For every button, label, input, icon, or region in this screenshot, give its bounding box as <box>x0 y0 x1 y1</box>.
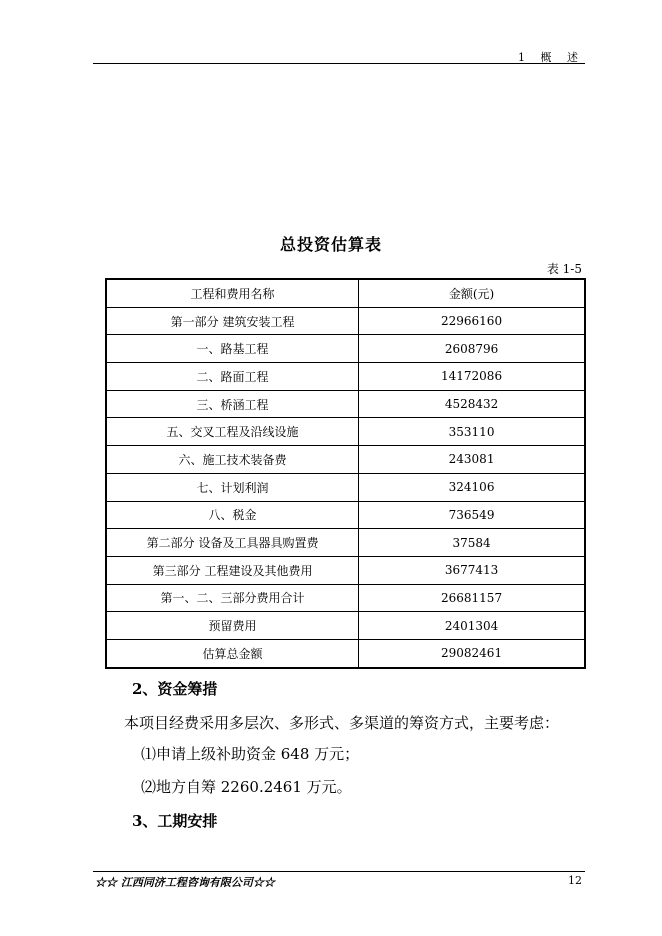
row-amount: 243081 <box>359 446 585 474</box>
row-amount: 2401304 <box>359 612 585 640</box>
table-row <box>106 446 585 474</box>
table-row <box>106 473 585 501</box>
section-heading-schedule: 3、工期安排 <box>132 812 218 830</box>
table-row <box>106 307 585 335</box>
header-cell-amount: 金额(元) <box>359 279 585 307</box>
table-row <box>106 556 585 584</box>
row-name: 八、税金 <box>106 501 359 529</box>
page-number: 12 <box>568 874 582 887</box>
row-name: 第二部分 设备及工具器具购置费 <box>106 529 359 557</box>
funding-intro: 本项目经费采用多层次、多形式、多渠道的筹资方式，主要考虑： <box>124 714 560 732</box>
row-amount: 22966160 <box>359 307 585 335</box>
table-header-row <box>106 279 585 307</box>
row-amount: 29082461 <box>359 639 585 667</box>
row-name: 第一、二、三部分费用合计 <box>106 584 359 612</box>
investment-estimate-table <box>105 278 586 669</box>
row-amount: 324106 <box>359 473 585 501</box>
row-amount: 353110 <box>359 418 585 446</box>
row-name: 第三部分 工程建设及其他费用 <box>106 556 359 584</box>
row-amount: 14172086 <box>359 363 585 391</box>
header-cell-name: 工程和费用名称 <box>106 279 359 307</box>
table-row <box>106 418 585 446</box>
footer-company: ☆☆ 江西同济工程咨询有限公司☆☆ <box>95 876 275 889</box>
table-row <box>106 501 585 529</box>
table-row <box>106 335 585 363</box>
row-name: 第一部分 建筑安装工程 <box>106 307 359 335</box>
funding-item-2: ⑵地方自筹 2260.2461 万元。 <box>141 778 352 796</box>
table-row <box>106 390 585 418</box>
document-title: 总投资估算表 <box>279 235 382 254</box>
row-amount: 37584 <box>359 529 585 557</box>
chapter-header: 1 概 述 <box>518 51 584 64</box>
table-row <box>106 639 585 667</box>
table-row <box>106 584 585 612</box>
footer-rule <box>93 871 585 872</box>
row-name: 五、交叉工程及沿线设施 <box>106 418 359 446</box>
funding-item-1: ⑴申请上级补助资金 648 万元； <box>141 745 360 763</box>
row-name: 一、路基工程 <box>106 335 359 363</box>
row-name: 三、桥涵工程 <box>106 390 359 418</box>
table-row <box>106 612 585 640</box>
row-name: 六、施工技术装备费 <box>106 446 359 474</box>
row-amount: 4528432 <box>359 390 585 418</box>
row-amount: 2608796 <box>359 335 585 363</box>
row-name: 预留费用 <box>106 612 359 640</box>
table-row <box>106 529 585 557</box>
row-name: 七、计划利润 <box>106 473 359 501</box>
table-row <box>106 363 585 391</box>
row-amount: 736549 <box>359 501 585 529</box>
row-amount: 26681157 <box>359 584 585 612</box>
row-name: 估算总金额 <box>106 639 359 667</box>
section-heading-funding: 2、资金筹措 <box>132 680 218 698</box>
row-name: 二、路面工程 <box>106 363 359 391</box>
table-label: 表 1-5 <box>546 262 582 276</box>
header-rule <box>93 63 585 64</box>
row-amount: 3677413 <box>359 556 585 584</box>
